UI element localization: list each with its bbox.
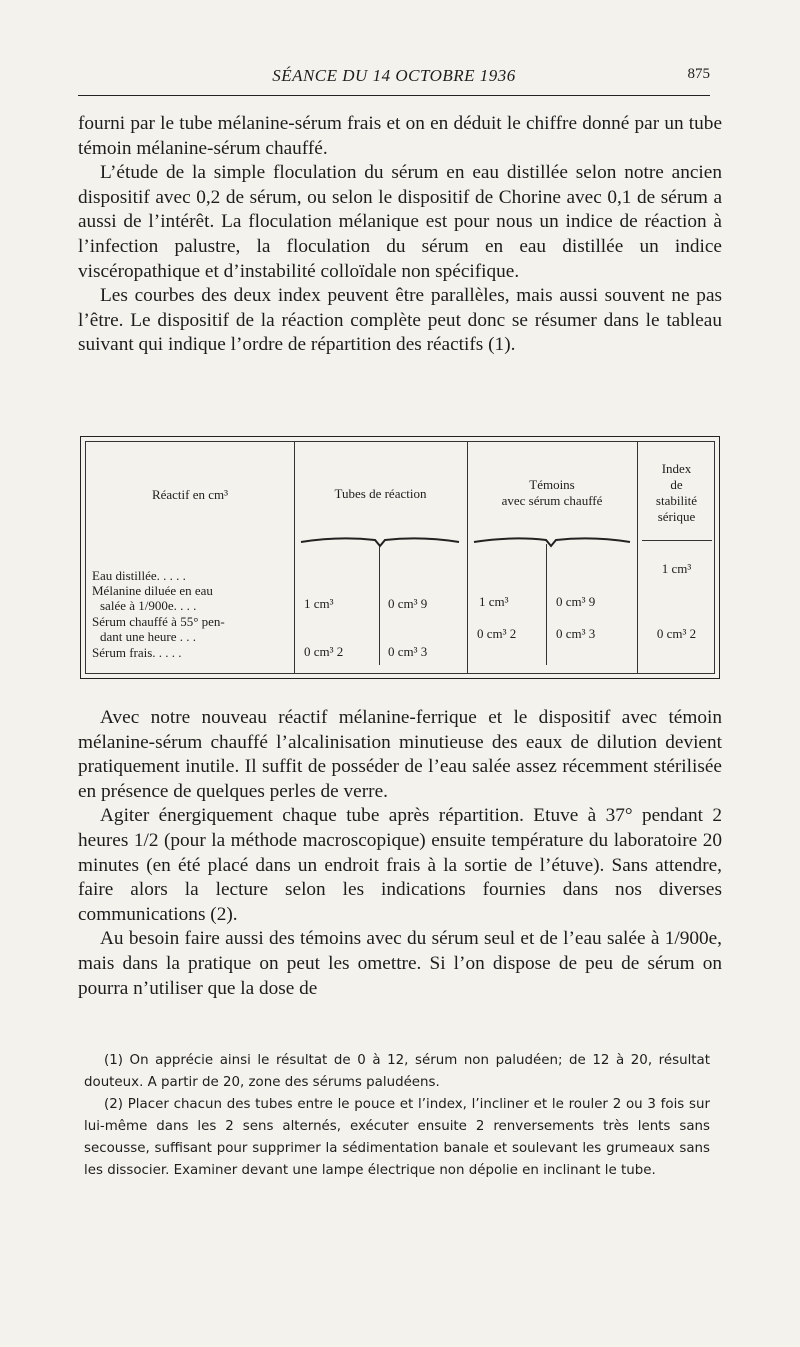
cell-tem2-melanine: 0 cm³ 9 (556, 594, 596, 609)
tubes-brace (299, 534, 461, 548)
index-underline (642, 540, 712, 541)
page-number: 875 (687, 66, 710, 82)
header-index-line4: sérique (657, 509, 696, 524)
running-title: SÉANCE DU 14 OCTOBRE 1936 (272, 66, 516, 85)
footnotes (84, 1050, 710, 1182)
header-temoins-line2: avec sérum chauffé (501, 493, 603, 508)
body-text-lower (78, 706, 722, 1001)
reagent-label: salée à 1/900e. . . . (100, 598, 197, 613)
cell-tube2-serum-frais: 0 cm³ 3 (388, 644, 428, 659)
reagent-label: Sérum frais. . . . . (92, 645, 182, 660)
paragraph-temoins: Au besoin faire aussi des témoins avec du sérum seul et de l’eau salée à 1/900e, mais dans la pratique on peut les omettre. Si l’on dispose de peu de sérum on pourra n’utiliser que la dose de (78, 928, 722, 999)
paragraph-courbes: Les courbes des deux index peuvent être parallèles, mais aussi souvent ne pas l’être. Le dispositif de la réaction complète peut donc se résumer dans le tableau suivant qui indique l’ordre de répartition des réactifs (1). (78, 285, 722, 356)
header-tubes: Tubes de réaction (334, 486, 427, 501)
cell-tube1-melanine: 1 cm³ (304, 596, 334, 611)
running-head (78, 66, 710, 92)
reagent-table (80, 436, 720, 679)
header-rule (78, 95, 710, 96)
cell-tem1-serum-chauffe: 0 cm³ 2 (477, 626, 517, 641)
paragraph-agiter: Agiter énergiquement chaque tube après répartition. Etuve à 37° pendant 2 heures 1/2 (pour la méthode macroscopique) ensuite température du laboratoire 20 minutes (en été placé dans un endroit frais à la sortie de l’étuve). Sans attendre, faire alors la lecture selon les indications fournies dans nos diverses communications (2). (78, 805, 722, 925)
reagent-label: Mélanine diluée en eau (92, 583, 213, 598)
column-divider (294, 442, 295, 673)
cell-index-eau: 1 cm³ (661, 561, 692, 576)
header-index-line1: Index (661, 461, 692, 476)
footnote-2: (2) Placer chacun des tubes entre le pouce et l’index, l’incliner et le rouler 2 ou 3 fois sur lui-même dans les 2 sens alternés, exécuter ensuite 2 renversements très lents sans secousse, suffisant pour supprimer la sédimentation banale et soulevant les grumeaux sans les dissocier. Examiner devant une lampe électrique non dépolie en inclinant le tube. (84, 1097, 710, 1178)
body-text-upper (78, 112, 722, 358)
table-inner-frame (85, 441, 715, 674)
subcolumn-divider (379, 544, 380, 665)
cell-index-serum-chauffe: 0 cm³ 2 (656, 626, 697, 641)
footnote-1: (1) On apprécie ainsi le résultat de 0 à 12, sérum non paludéen; de 12 à 20, résultat douteux. A partir de 20, zone des sérums paludéens. (84, 1053, 710, 1090)
subcolumn-divider (546, 544, 547, 665)
temoins-brace (472, 534, 632, 548)
cell-tube2-melanine: 0 cm³ 9 (388, 596, 428, 611)
paragraph-continuation: fourni par le tube mélanine-sérum frais et on en déduit le chiffre donné par un tube témoin mélanine-sérum chauffé. (78, 113, 722, 159)
cell-tem1-melanine: 1 cm³ (479, 594, 509, 609)
header-index-line2: de (670, 477, 683, 492)
cell-tem2-serum-chauffe: 0 cm³ 3 (556, 626, 596, 641)
header-temoins-line1: Témoins (529, 477, 575, 492)
header-index-line3: stabilité (655, 493, 698, 508)
reagent-label: Eau distillée. . . . . (92, 568, 186, 583)
cell-tube1-serum-frais: 0 cm³ 2 (304, 644, 344, 659)
paragraph-reactif-ferrique: Avec notre nouveau réactif mélanine-ferrique et le dispositif avec témoin mélanine-sérum chauffé l’alcalinisation minutieuse des eaux de dilution devient pratiquement inutile. Il suffit de posséder de l’eau salée assez récemment stérilisée en présence de quelques perles de verre. (78, 707, 722, 802)
paragraph-floculation: L’étude de la simple floculation du sérum en eau distillée selon notre ancien dispositif avec 0,2 de sérum, ou selon le dispositif de Chorine avec 0,1 de sérum a aussi de l’intérêt. La floculation mélanique est pour nous un indice de réaction à l’infection palustre, la floculation du sérum en eau distillée un indice viscéropathique et d’instabilité colloïdale non spécifique. (78, 162, 722, 282)
reagent-label: dant une heure . . . (100, 629, 197, 644)
header-reactif: Réactif en cm³ (151, 487, 229, 502)
reagent-label: Sérum chauffé à 55° pen- (92, 614, 225, 629)
